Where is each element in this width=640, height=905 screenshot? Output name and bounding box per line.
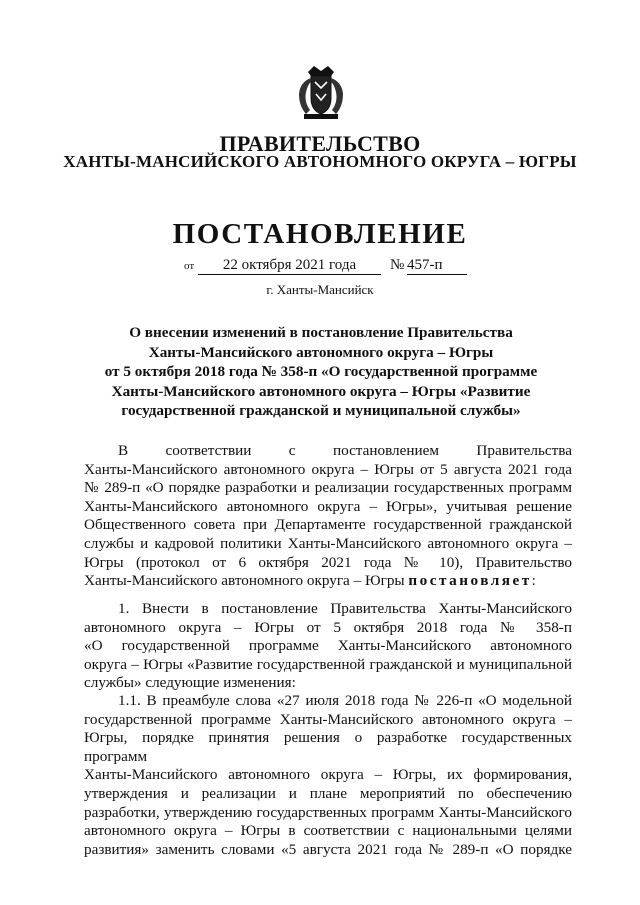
text-line: округа – Югры «Развитие государственной гражданской и муниципальной (84, 655, 572, 673)
subject-line: государственной гражданской и муниципальной службы» (121, 402, 521, 419)
subject-line: Ханты-Мансийского автономного округа – Югры «Развитие (111, 382, 531, 400)
text-line: утверждения и реализации и плане мероприятий по обеспечению (84, 784, 572, 802)
document-type-title: ПОСТАНОВЛЕНИЕ (172, 218, 468, 250)
text-line: Ханты-Мансийского автономного округа – Югры», учитывая решение (84, 497, 572, 515)
text-line: В соответствии с постановлением Правительства (118, 442, 572, 459)
text-line: службы и кадровой политики Ханты-Мансийского автономного округа – (84, 534, 572, 552)
text-line: 1. Внести в постановление Правительства Ханты-Мансийского (118, 600, 572, 617)
coat-of-arms-emblem (294, 64, 348, 122)
from-label: от (184, 260, 195, 272)
item-1-1-paragraph (84, 692, 572, 859)
text-line: «О государственной программе Ханты-Мансийского автономного (84, 637, 572, 655)
subject-line: Ханты-Мансийского автономного округа – Югры (148, 343, 494, 361)
text-line: автономного округа – Югры в соответствии с национальными целями (84, 822, 572, 840)
text-line-decree (84, 572, 572, 591)
document-subject (86, 323, 556, 421)
document-date: 22 октября 2021 года (198, 256, 381, 275)
text-line: государственной программе Ханты-Мансийского автономного округа – (84, 710, 572, 728)
text-line: разработки, утверждению государственных программ Ханты-Мансийского (84, 803, 572, 821)
text-line: Ханты-Мансийского автономного округа – Югры, их формирования, (84, 766, 572, 784)
text-fragment: Ханты-Мансийского автономного округа – Югры (84, 572, 409, 590)
text-line: Общественного совета при Департаменте государственной гражданской (84, 516, 572, 534)
item-1-paragraph (84, 600, 572, 693)
document-number: 457-п (407, 256, 467, 275)
date-number-line (0, 256, 640, 278)
decree-word: постановляет (408, 572, 532, 590)
subject-line: О внесении изменений в постановление Правительства (129, 324, 513, 341)
text-line: службы» следующие изменения: (84, 674, 296, 692)
text-line: развития» заменить словами «5 августа 2021 года № 289-п «О порядке (84, 840, 572, 858)
subject-line: от 5 октября 2018 года № 358-п «О государственной программе (104, 363, 538, 380)
number-label: № (390, 257, 405, 273)
org-title-line2: ХАНТЫ-МАНСИЙСКОГО АВТОНОМНОГО ОКРУГА – ЮГРЫ (63, 152, 577, 171)
text-line: 1.1. В преамбуле слова «27 июля 2018 года № 226-п «О модельной (118, 692, 572, 709)
text-line: автономного округа – Югры от 5 октября 2018 года № 358-п (84, 618, 572, 636)
city-line: г. Ханты-Мансийск (266, 282, 374, 297)
text-fragment: : (531, 572, 536, 590)
preamble-paragraph (84, 442, 572, 591)
text-line: № 289-п «О порядке разработки и реализации государственных программ (84, 479, 572, 497)
text-line: Ханты-Мансийского автономного округа – Югры от 5 августа 2021 года (84, 460, 572, 478)
text-line: Югры (протокол от 6 октября 2021 года № 10), Правительство (84, 553, 572, 571)
org-title-line1: ПРАВИТЕЛЬСТВО (219, 131, 421, 156)
text-line: Югры, порядке принятия решения о разработке государственных программ (84, 729, 572, 765)
